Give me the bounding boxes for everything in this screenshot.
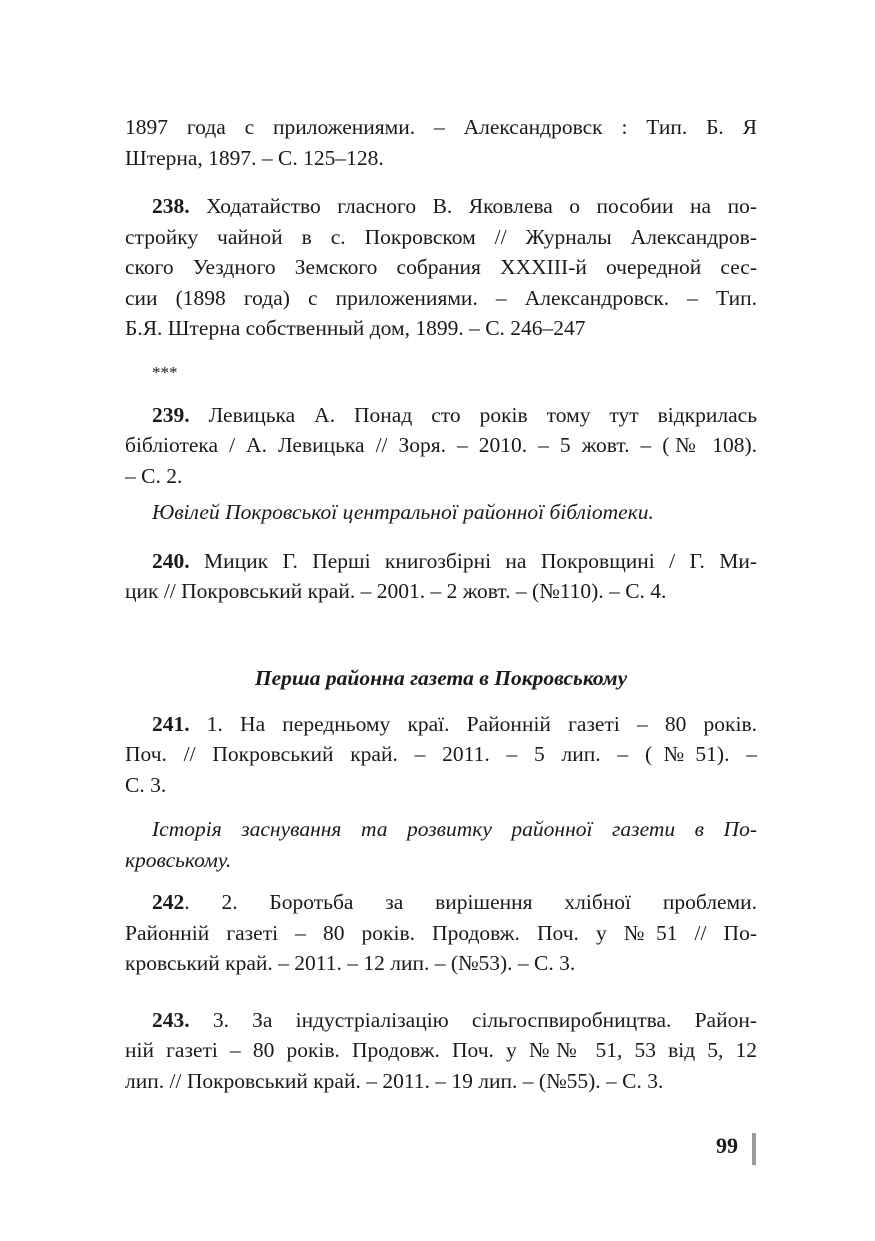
entry-240 [125,546,757,607]
section-heading: Перша районна газета в Покровському [254,665,628,690]
text-line: ского Уездного Земского собрания XXXIII-й очередной сес- [125,255,757,279]
text-line: – С. 2. [125,463,183,488]
entry-242 [125,887,757,979]
entry-number: 240. [152,548,190,573]
entry-239 [125,400,757,528]
entry-number: 242 [152,890,185,914]
text-line: цик // Покровський край. – 2001. – 2 жовт. – (№110). – С. 4. [125,579,667,603]
text-line: Районній газеті – 80 років. Продовж. Поч. у №51 // По- [125,920,757,945]
entry-number: 238. [152,194,190,218]
text-line: ній газеті – 80 років. Продовж. Поч. у №№ 51, 53 від 5, 12 [125,1038,757,1062]
entry-text: Мицик Г. Перші книгозбірні на Покровщині / Г. Ми- [204,548,758,573]
entry-text: Ходатайство гласного В. Яковлева о пособии на по- [206,194,758,218]
text-line: сии (1898 года) с приложениями. – Александровск. – Тип. [125,285,757,310]
entry-text: . 2. Боротьба за вирішення хлібної проблеми. [184,890,757,914]
text-line: 1897 года с приложениями. – Александровск : Тип. Б. Я [125,115,757,139]
entry-238 [125,191,757,344]
entry-text: 1. На передньому краї. Районній газеті – 80 років. [206,711,757,736]
text-line: стройку чайной в с. Покровском // Журналы Александров- [125,224,757,249]
text-line: Б.Я. Штерна собственный дом, 1899. – С. 246–247 [125,316,586,340]
text-line [125,400,757,431]
page-body [125,112,757,1096]
text-line [125,1005,757,1036]
text-line: Поч. // Покровський край. – 2011. – 5 лип. – (№51). – [125,742,757,766]
entry-243 [125,1005,757,1097]
separator-stars: *** [152,362,178,382]
entry-number: 243. [152,1007,190,1032]
annotation: кровському. [125,847,232,872]
text-line [125,191,757,222]
text-line: лип. // Покровський край. – 2011. – 19 лип. – (№55). – С. 3. [125,1068,664,1093]
text-line: бібліотека / А. Левицька // Зоря. – 2010. – 5 жовт. – (№ 108). [125,433,757,457]
text-line: Штерна, 1897. – С. 125–128. [125,145,384,170]
entry-241 [125,709,757,876]
annotation: Ювілей Покровської центральної районної бібліотеки. [152,500,654,524]
entry-number: 241. [152,711,190,736]
entry-number: 239. [152,402,190,427]
page-number: 99 [716,1133,738,1158]
text-line: кровський край. – 2011. – 12 лип. – (№53). – С. 3. [125,951,576,975]
text-line [125,546,757,577]
entry-text: Левицька А. Понад сто років тому тут відкрилась [208,402,758,427]
text-line: С. 3. [125,772,167,797]
text-line [125,709,757,740]
entry-continuation [125,112,757,173]
entry-text: 3. За індустріалізацію сільгоспвиробництва. Район- [212,1007,757,1032]
page-number-rule [752,1133,756,1165]
text-line [125,887,757,918]
annotation: Історія заснування та розвитку районної газети в По- [152,817,757,841]
